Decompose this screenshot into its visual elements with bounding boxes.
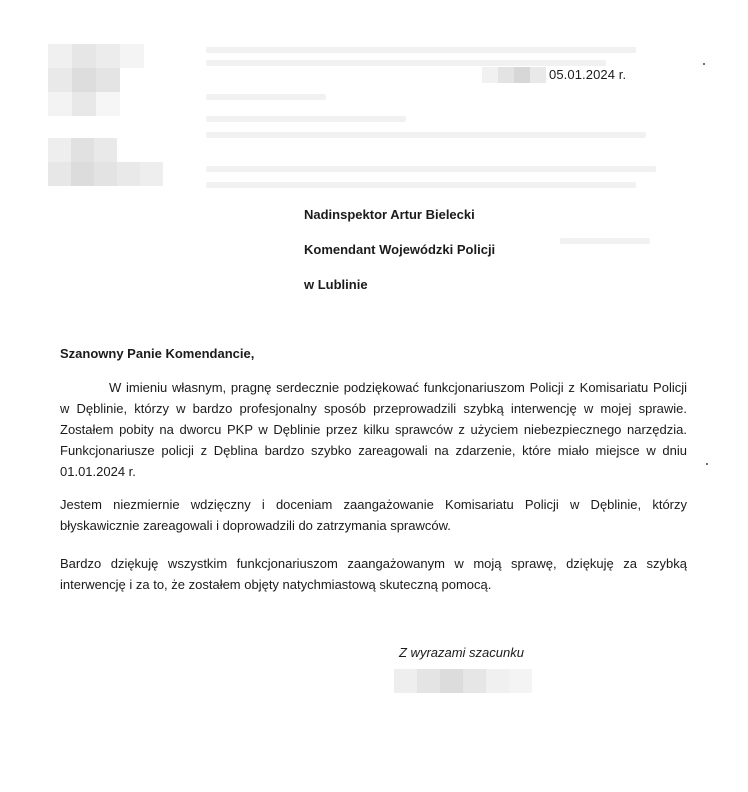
salutation: Szanowny Panie Komendancie, [60,346,255,361]
sender-redaction [48,138,163,186]
paragraph-1: W imieniu własnym, pragnę serdecznie podziękować funkcjonariuszom Policji z Komisariatu Policji w Dęblinie, którzy w bardzo profesjonalny sposób przeprowadzili szybką interwencję w mojej sprawie. Zostałem pobity na dworcu PKP w Dęblinie przez kilku sprawców z użyciem niebezpiecznego narzędzia. Funkcjonariusze policji z Dęblina bardzo szybko zareagowali na zdarzenie, które miało miejsce w dniu 01.01.2024 r. [60,380,687,479]
scan-speck [706,463,708,465]
sender-redaction [48,44,144,116]
paragraph-2: Jestem niezmiernie wdzięczny i doceniam zaangażowanie Komisariatu Policji w Dęblinie, którzy błyskawicznie zareagowali i doprowadzili do zatrzymania sprawców. [60,497,687,533]
bleed-through-line [206,116,406,122]
place-redaction [482,67,546,83]
signature-redaction [394,669,532,693]
recipient-title: Komendant Wojewódzki Policji [304,242,496,257]
recipient-location: w Lublinie [304,277,368,292]
bleed-through-line [206,182,636,188]
letter-date: 05.01.2024 r. [549,67,627,82]
paragraph-3: Bardzo dziękuję wszystkim funkcjonariuszom zaangażowanym w moją sprawę, dziękuję za szybką interwencję i za to, że zostałem objęty natychmiastową skuteczną pomocą. [60,556,687,592]
bleed-through-line [560,238,650,244]
bleed-through-line [206,166,656,172]
bleed-through-line [206,132,646,138]
bleed-through-line [206,94,326,100]
recipient-name: Nadinspektor Artur Bielecki [304,207,475,222]
closing-phrase: Z wyrazami szacunku [399,645,524,660]
bleed-through-line [206,47,636,53]
scan-speck [703,63,705,65]
bleed-through-line [206,60,606,66]
